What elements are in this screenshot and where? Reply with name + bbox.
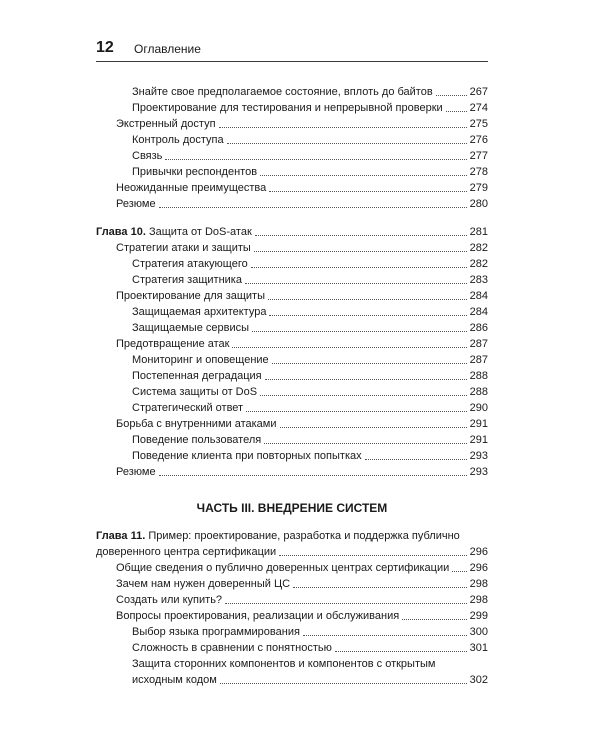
- entry-label: Неожиданные преимущества: [116, 182, 267, 194]
- toc-entry[interactable]: [96, 304, 488, 320]
- dot-leader: [165, 159, 466, 160]
- entry-label: Предотвращение атак: [116, 338, 230, 350]
- page-ref: 288: [469, 386, 488, 398]
- page-ref: 288: [469, 370, 488, 382]
- toc-entry[interactable]: [96, 288, 488, 304]
- dot-leader: [260, 395, 467, 396]
- page-ref: 290: [469, 402, 488, 414]
- toc-entry[interactable]: [96, 624, 488, 640]
- toc-entry[interactable]: [96, 352, 488, 368]
- toc-entry[interactable]: [96, 196, 488, 212]
- page-ref: 298: [469, 594, 488, 606]
- toc-chapter-11[interactable]: [96, 528, 488, 560]
- page-ref: 287: [469, 354, 488, 366]
- entry-label: Сложность в сравнении с понятностью: [132, 642, 332, 654]
- entry-label: Зачем нам нужен доверенный ЦС: [116, 578, 291, 590]
- toc-entry[interactable]: [96, 240, 488, 256]
- page-ref: 287: [469, 338, 488, 350]
- entry-label: Проектирование для защиты: [116, 290, 265, 302]
- dot-leader: [254, 251, 467, 252]
- entry-label: Система защиты от DoS: [132, 386, 258, 398]
- entry-label: Вопросы проектирования, реализации и обслуживания: [116, 610, 400, 622]
- toc-entry[interactable]: [96, 180, 488, 196]
- page-ref: 291: [469, 418, 488, 430]
- toc-entry[interactable]: [96, 464, 488, 480]
- page-ref: 279: [469, 182, 488, 194]
- entry-label: Знайте свое предполагаемое состояние, вплоть до байтов: [132, 86, 433, 98]
- toc-entry[interactable]: [96, 416, 488, 432]
- page-ref: 267: [469, 86, 488, 98]
- dot-leader: [227, 143, 467, 144]
- entry-label: Защищаемые сервисы: [132, 322, 250, 334]
- toc-entry[interactable]: [96, 640, 488, 656]
- page-ref: 299: [469, 610, 488, 622]
- page-ref: 300: [469, 626, 488, 638]
- toc-chapter-10[interactable]: [96, 224, 488, 240]
- entry-label: Борьба с внутренними атаками: [116, 418, 277, 430]
- entry-label: Общие сведения о публично доверенных центрах сертификации: [116, 562, 450, 574]
- dot-leader: [446, 111, 467, 112]
- toc-entry[interactable]: [96, 400, 488, 416]
- dot-leader: [269, 191, 466, 192]
- dot-leader: [335, 651, 467, 652]
- entry-label: Стратегический ответ: [132, 402, 244, 414]
- page-ref: 296: [469, 562, 488, 574]
- page-ref: 284: [469, 306, 488, 318]
- page-ref: 276: [469, 134, 488, 146]
- entry-label: Проектирование для тестирования и непрерывной проверки: [132, 102, 443, 114]
- running-head: [96, 38, 488, 58]
- dot-leader: [246, 411, 467, 412]
- entry-label-line1: Защита сторонних компонентов и компонентов с открытым: [132, 658, 436, 670]
- page-ref: 282: [469, 242, 488, 254]
- toc-entry[interactable]: [96, 592, 488, 608]
- toc-block-chapter11: [96, 528, 488, 688]
- entry-label: Постепенная деградация: [132, 370, 262, 382]
- toc-entry[interactable]: [96, 368, 488, 384]
- toc-entry[interactable]: [96, 320, 488, 336]
- entry-label: Создать или купить?: [116, 594, 223, 606]
- dot-leader: [264, 443, 466, 444]
- page-ref: 277: [469, 150, 488, 162]
- toc-entry[interactable]: [96, 608, 488, 624]
- page-ref: 293: [469, 466, 488, 478]
- toc-entry[interactable]: [96, 132, 488, 148]
- page-ref: 291: [469, 434, 488, 446]
- dot-leader: [252, 331, 467, 332]
- toc-entry[interactable]: [96, 100, 488, 116]
- toc-entry[interactable]: [96, 272, 488, 288]
- chapter-title-line2: доверенного центра сертификации: [96, 546, 277, 558]
- entry-label: Привычки респондентов: [132, 166, 258, 178]
- page-number: 12: [96, 39, 114, 56]
- dot-leader: [452, 571, 466, 572]
- part-heading: ЧАСТЬ III. ВНЕДРЕНИЕ СИСТЕМ: [196, 501, 388, 515]
- dot-leader: [251, 267, 467, 268]
- page-ref: 275: [469, 118, 488, 130]
- chapter-prefix: Глава 11.: [96, 530, 146, 542]
- dot-leader: [225, 603, 467, 604]
- chapter-title-line1: Пример: проектирование, разработка и поддержка публично: [148, 530, 460, 542]
- page-ref: 281: [469, 226, 488, 238]
- page-ref: 296: [469, 546, 488, 558]
- entry-label: Связь: [132, 150, 163, 162]
- entry-label: Резюме: [116, 198, 156, 210]
- toc-entry[interactable]: [96, 560, 488, 576]
- chapter-prefix: Глава 10.: [96, 226, 146, 238]
- dot-leader: [220, 683, 467, 684]
- entry-label: Экстренный доступ: [116, 118, 216, 130]
- header-rule: [96, 61, 488, 62]
- dot-leader: [279, 555, 466, 556]
- dot-leader: [265, 379, 467, 380]
- toc-entry[interactable]: [96, 432, 488, 448]
- page-ref: 293: [469, 450, 488, 462]
- page-ref: 274: [469, 102, 488, 114]
- toc-entry-last[interactable]: [96, 656, 488, 688]
- dot-leader: [260, 175, 467, 176]
- running-head-title: Оглавление: [134, 42, 201, 56]
- entry-label: Контроль доступа: [132, 134, 224, 146]
- chapter-title: Защита от DoS-атак: [148, 226, 252, 238]
- toc-entry[interactable]: [96, 164, 488, 180]
- toc-entry[interactable]: [96, 576, 488, 592]
- page-ref: 286: [469, 322, 488, 334]
- page-ref: 302: [469, 674, 488, 686]
- entry-label: Поведение клиента при повторных попытках: [132, 450, 362, 462]
- page-ref: 301: [469, 642, 488, 654]
- dot-leader: [268, 299, 467, 300]
- entry-label: Стратегии атаки и защиты: [116, 242, 251, 254]
- dot-leader: [159, 207, 467, 208]
- toc-block-chapter10: [96, 224, 488, 480]
- entry-label: Защищаемая архитектура: [132, 306, 267, 318]
- page-ref: 298: [469, 578, 488, 590]
- page-ref: 278: [469, 166, 488, 178]
- dot-leader: [303, 635, 467, 636]
- entry-label-line2: исходным кодом: [132, 674, 217, 686]
- dot-leader: [219, 127, 467, 128]
- entry-label: Поведение пользователя: [132, 434, 262, 446]
- toc-entry[interactable]: [96, 448, 488, 464]
- entry-label: Мониторинг и оповещение: [132, 354, 269, 366]
- dot-leader: [269, 315, 466, 316]
- entry-label: Стратегия атакующего: [132, 258, 248, 270]
- dot-leader: [159, 475, 467, 476]
- entry-label: Резюме: [116, 466, 156, 478]
- toc-entry[interactable]: [96, 336, 488, 352]
- page-ref: 284: [469, 290, 488, 302]
- dot-leader: [402, 619, 466, 620]
- dot-leader: [232, 347, 466, 348]
- dot-leader: [272, 363, 467, 364]
- toc-entry[interactable]: [96, 84, 488, 100]
- page-ref: 283: [469, 274, 488, 286]
- toc-block-chapter9-continued: [96, 84, 488, 212]
- page-ref: 282: [469, 258, 488, 270]
- dot-leader: [436, 95, 467, 96]
- dot-leader: [365, 459, 467, 460]
- dot-leader: [293, 587, 467, 588]
- entry-label: Выбор языка программирования: [132, 626, 300, 638]
- toc-entry[interactable]: [96, 256, 488, 272]
- dot-leader: [245, 283, 467, 284]
- toc-entry[interactable]: [96, 116, 488, 132]
- page-ref: 280: [469, 198, 488, 210]
- dot-leader: [280, 427, 467, 428]
- toc-entry[interactable]: [96, 148, 488, 164]
- dot-leader: [255, 235, 467, 236]
- toc-entry[interactable]: [96, 384, 488, 400]
- entry-label: Стратегия защитника: [132, 274, 242, 286]
